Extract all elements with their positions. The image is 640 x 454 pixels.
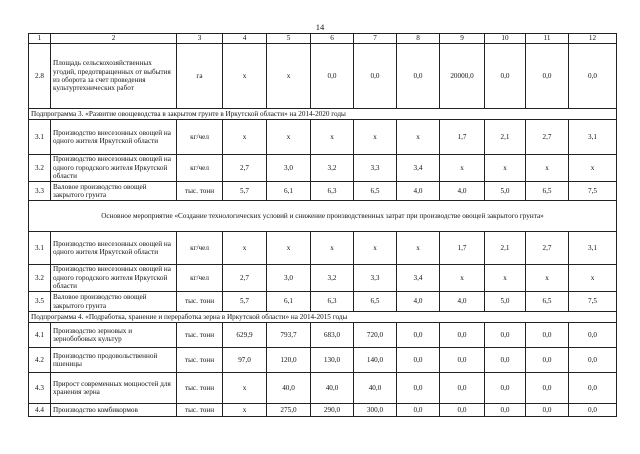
- indicator-name: Валовое производство овощей закрытого грунта: [51, 292, 177, 312]
- value-cell: 0,0: [569, 404, 617, 417]
- value-cell: х: [311, 120, 354, 155]
- value-cell: х: [526, 265, 569, 292]
- value-cell: 0,0: [485, 323, 526, 348]
- value-cell: 0,0: [485, 348, 526, 373]
- value-cell: х: [485, 155, 526, 182]
- section-heading-row: [29, 109, 617, 120]
- value-cell: 2,7: [223, 155, 267, 182]
- value-cell: 683,0: [311, 323, 354, 348]
- value-cell: х: [569, 265, 617, 292]
- table-row: [29, 292, 617, 312]
- indicator-name: Прирост современных мощностей для хранения зерна: [51, 373, 177, 404]
- value-cell: 0,0: [526, 404, 569, 417]
- value-cell: 0,0: [311, 44, 354, 109]
- table-row: [29, 323, 617, 348]
- unit-cell: тыс. тонн: [177, 373, 223, 404]
- value-cell: 3,1: [569, 232, 617, 265]
- column-number: 6: [311, 34, 354, 44]
- indicator-name: Производство продовольственной пшеницы: [51, 348, 177, 373]
- value-cell: 0,0: [569, 348, 617, 373]
- table-row: [29, 348, 617, 373]
- column-number: 3: [177, 34, 223, 44]
- row-number: 3.1: [29, 232, 51, 265]
- value-cell: 6,3: [311, 182, 354, 201]
- value-cell: 2,1: [485, 120, 526, 155]
- value-cell: 629,9: [223, 323, 267, 348]
- value-cell: 97,0: [223, 348, 267, 373]
- value-cell: 3,2: [311, 265, 354, 292]
- value-cell: 0,0: [526, 373, 569, 404]
- unit-cell: тыс. тонн: [177, 182, 223, 201]
- value-cell: 2,7: [223, 265, 267, 292]
- value-cell: 290,0: [311, 404, 354, 417]
- column-number: 1: [29, 34, 51, 44]
- value-cell: 0,0: [526, 323, 569, 348]
- value-cell: 4,0: [397, 292, 440, 312]
- value-cell: 20000,0: [440, 44, 485, 109]
- value-cell: 0,0: [397, 323, 440, 348]
- value-cell: 4,0: [440, 292, 485, 312]
- value-cell: 6,5: [354, 182, 397, 201]
- value-cell: 0,0: [569, 323, 617, 348]
- value-cell: 300,0: [354, 404, 397, 417]
- value-cell: х: [354, 120, 397, 155]
- indicator-name: Производство комбикормов: [51, 404, 177, 417]
- value-cell: 3,4: [397, 155, 440, 182]
- table-row: [29, 44, 617, 109]
- row-number: 3.2: [29, 265, 51, 292]
- value-cell: 7,5: [569, 182, 617, 201]
- value-cell: х: [267, 44, 311, 109]
- value-cell: 3,0: [267, 155, 311, 182]
- value-cell: 793,7: [267, 323, 311, 348]
- value-cell: 0,0: [569, 44, 617, 109]
- value-cell: 3,3: [354, 265, 397, 292]
- unit-cell: кг/чел: [177, 120, 223, 155]
- row-number: 4.4: [29, 404, 51, 417]
- unit-cell: га: [177, 44, 223, 109]
- row-number: 4.1: [29, 323, 51, 348]
- value-cell: 1,7: [440, 232, 485, 265]
- value-cell: х: [440, 265, 485, 292]
- value-cell: 40,0: [354, 373, 397, 404]
- value-cell: х: [440, 155, 485, 182]
- page-number: 14: [315, 22, 325, 32]
- value-cell: 0,0: [440, 348, 485, 373]
- value-cell: 120,0: [267, 348, 311, 373]
- value-cell: х: [267, 120, 311, 155]
- unit-cell: кг/чел: [177, 232, 223, 265]
- indicator-name: Производство внесезонных овощей на одного жителя Иркутской области: [51, 120, 177, 155]
- column-number: 11: [526, 34, 569, 44]
- unit-cell: тыс. тонн: [177, 323, 223, 348]
- value-cell: 5,7: [223, 292, 267, 312]
- value-cell: 0,0: [485, 44, 526, 109]
- value-cell: 3,4: [397, 265, 440, 292]
- header-row: [29, 34, 617, 44]
- value-cell: 0,0: [397, 348, 440, 373]
- value-cell: х: [311, 232, 354, 265]
- value-cell: 6,1: [267, 182, 311, 201]
- value-cell: 40,0: [311, 373, 354, 404]
- value-cell: 275,0: [267, 404, 311, 417]
- column-number: 5: [267, 34, 311, 44]
- value-cell: 0,0: [354, 44, 397, 109]
- value-cell: 0,0: [526, 348, 569, 373]
- value-cell: 0,0: [526, 44, 569, 109]
- value-cell: 2,1: [485, 232, 526, 265]
- value-cell: 4,0: [397, 182, 440, 201]
- value-cell: х: [223, 232, 267, 265]
- row-number: 3.3: [29, 182, 51, 201]
- value-cell: 2,7: [526, 120, 569, 155]
- value-cell: 130,0: [311, 348, 354, 373]
- value-cell: 0,0: [397, 373, 440, 404]
- section-heading-row: [29, 201, 617, 232]
- value-cell: 6,3: [311, 292, 354, 312]
- value-cell: 40,0: [267, 373, 311, 404]
- column-number: 12: [569, 34, 617, 44]
- value-cell: 4,0: [440, 182, 485, 201]
- indicator-name: Валовое производство овощей закрытого грунта: [51, 182, 177, 201]
- row-number: 3.1: [29, 120, 51, 155]
- value-cell: 0,0: [485, 373, 526, 404]
- table-row: [29, 404, 617, 417]
- value-cell: 3,3: [354, 155, 397, 182]
- value-cell: х: [526, 155, 569, 182]
- section-heading: Подпрограмма 3. «Развитие овощеводства в закрытом грунте в Иркутской области» на 2014-2020 годы: [29, 109, 617, 120]
- value-cell: 7,5: [569, 292, 617, 312]
- row-number: 2.8: [29, 44, 51, 109]
- value-cell: 0,0: [569, 373, 617, 404]
- indicator-name: Производство зерновых и зернобобовых культур: [51, 323, 177, 348]
- column-number: 7: [354, 34, 397, 44]
- table-row: [29, 232, 617, 265]
- row-number: 4.2: [29, 348, 51, 373]
- column-number: 2: [51, 34, 177, 44]
- table-row: [29, 182, 617, 201]
- value-cell: 3,1: [569, 120, 617, 155]
- row-number: 4.3: [29, 373, 51, 404]
- unit-cell: кг/чел: [177, 265, 223, 292]
- value-cell: х: [223, 404, 267, 417]
- value-cell: 0,0: [440, 323, 485, 348]
- value-cell: х: [485, 265, 526, 292]
- value-cell: 0,0: [397, 404, 440, 417]
- value-cell: 720,0: [354, 323, 397, 348]
- indicator-name: Площадь сельскохозяйственных угодий, предотвращенных от выбытия из оборота за счет проведения культуртехнических работ: [51, 44, 177, 109]
- indicator-name: Производство внесезонных овощей на одного городского жителя Иркутской области: [51, 155, 177, 182]
- value-cell: 5,7: [223, 182, 267, 201]
- value-cell: х: [354, 232, 397, 265]
- indicator-name: Производство внесезонных овощей на одного жителя Иркутской области: [51, 232, 177, 265]
- value-cell: 3,2: [311, 155, 354, 182]
- value-cell: х: [569, 155, 617, 182]
- value-cell: 1,7: [440, 120, 485, 155]
- unit-cell: тыс. тонн: [177, 292, 223, 312]
- value-cell: х: [267, 232, 311, 265]
- column-number: 9: [440, 34, 485, 44]
- value-cell: 6,5: [526, 292, 569, 312]
- value-cell: 6,1: [267, 292, 311, 312]
- value-cell: х: [397, 120, 440, 155]
- section-heading-row: [29, 312, 617, 323]
- value-cell: 3,0: [267, 265, 311, 292]
- column-number: 8: [397, 34, 440, 44]
- value-cell: х: [397, 232, 440, 265]
- value-cell: 0,0: [440, 404, 485, 417]
- section-heading: Основное мероприятие «Создание технологических условий и снижение производственных затрат при производстве овощей закрытого грунта»: [29, 201, 617, 232]
- value-cell: 0,0: [440, 373, 485, 404]
- row-number: 3.5: [29, 292, 51, 312]
- unit-cell: тыс. тонн: [177, 348, 223, 373]
- column-number: 10: [485, 34, 526, 44]
- value-cell: 5,0: [485, 182, 526, 201]
- table-row: [29, 120, 617, 155]
- unit-cell: кг/чел: [177, 155, 223, 182]
- value-cell: 0,0: [485, 404, 526, 417]
- section-heading: Подпрограмма 4. «Подработка, хранение и переработка зерна в Иркутской области» на 2014-2015 годы: [29, 312, 617, 323]
- value-cell: 0,0: [397, 44, 440, 109]
- table-row: [29, 373, 617, 404]
- value-cell: х: [223, 44, 267, 109]
- value-cell: 2,7: [526, 232, 569, 265]
- value-cell: 6,5: [354, 292, 397, 312]
- value-cell: х: [223, 373, 267, 404]
- value-cell: 6,5: [526, 182, 569, 201]
- value-cell: х: [223, 120, 267, 155]
- row-number: 3.2: [29, 155, 51, 182]
- column-number: 4: [223, 34, 267, 44]
- indicator-name: Производство внесезонных овощей на одного городского жителя Иркутской области: [51, 265, 177, 292]
- value-cell: 5,0: [485, 292, 526, 312]
- unit-cell: тыс. тонн: [177, 404, 223, 417]
- value-cell: 140,0: [354, 348, 397, 373]
- table-row: [29, 265, 617, 292]
- indicator-table: [28, 33, 617, 417]
- table-row: [29, 155, 617, 182]
